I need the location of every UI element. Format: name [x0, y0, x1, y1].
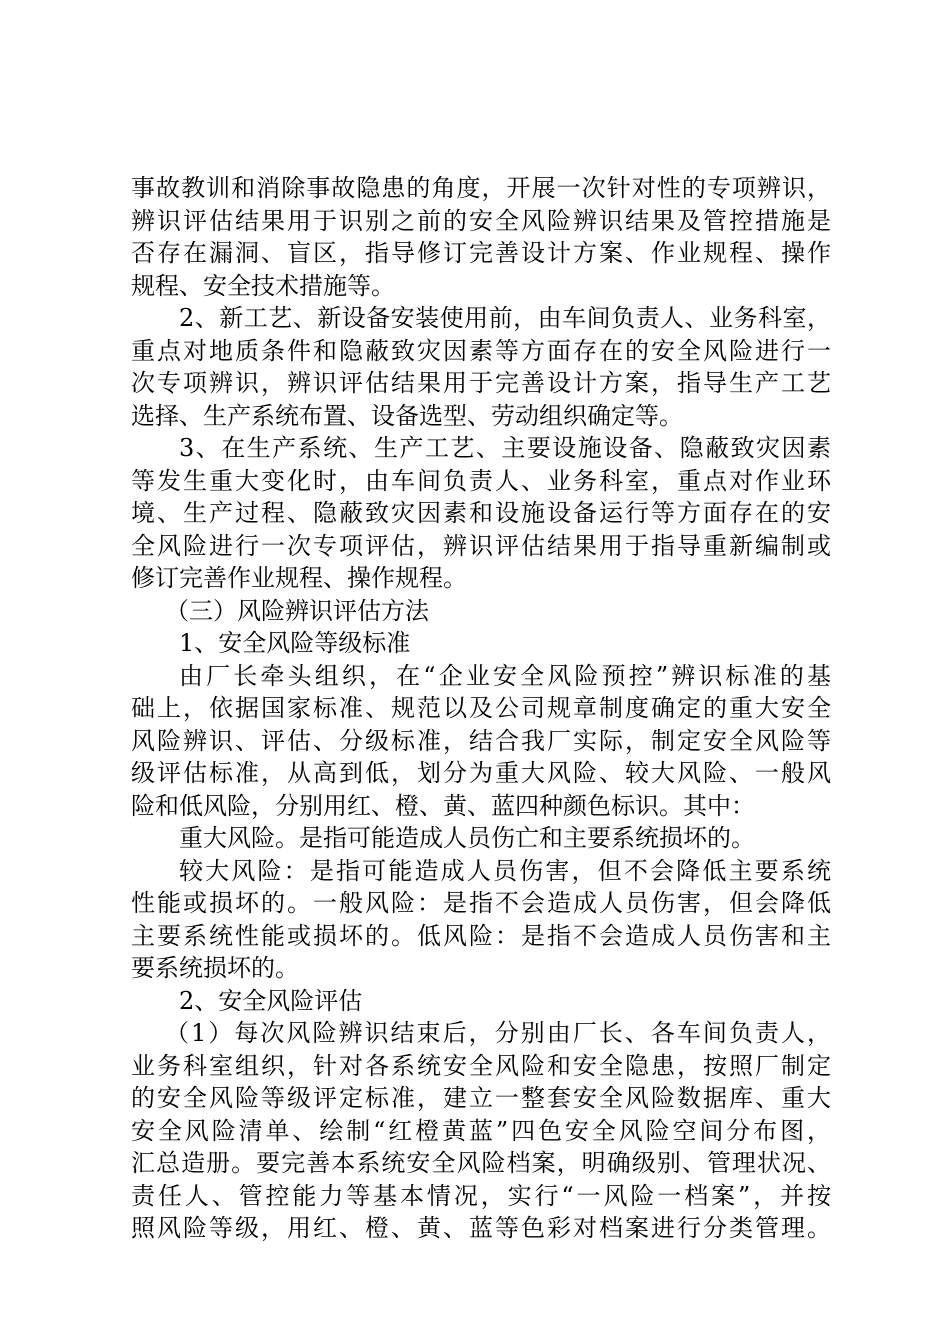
paragraph-line: 要系统损坏的。	[131, 954, 299, 982]
paragraph-line: 否存在漏洞、盲区，指导修订完善设计方案、作业规程、操作	[131, 239, 831, 267]
paragraph-line: 1、安全风险等级标准	[179, 629, 411, 657]
paragraph-line: 事故教训和消除事故隐患的角度，开展一次针对性的专项辨识，	[131, 174, 831, 202]
paragraph-line: （1）每次风险辨识结束后，分别由厂长、各车间负责人，	[165, 1019, 831, 1047]
paragraph-line: 由厂长牵头组织，在“企业安全风险预控”辨识标准的基	[179, 661, 831, 690]
paragraph-line: 主要系统性能或损坏的。低风险：是指不会造成人员伤害和主	[131, 921, 831, 950]
paragraph-line: 2、安全风险评估	[179, 986, 363, 1015]
paragraph-line: 责任人、管控能力等基本情况，实行“一风险一档案”，并按	[131, 1181, 831, 1210]
paragraph-line: 全风险进行一次专项评估，辨识评估结果用于指导重新编制或	[131, 531, 831, 560]
paragraph-line: 照风险等级，用红、橙、黄、蓝等色彩对档案进行分类管理。	[131, 1214, 831, 1242]
paragraph-line: 的安全风险等级评定标准，建立一整套安全风险数据库、重大	[131, 1084, 831, 1112]
paragraph-line: 辨识评估结果用于识别之前的安全风险辨识结果及管控措施是	[131, 206, 831, 235]
paragraph-line: 险和低风险，分别用红、橙、黄、蓝四种颜色标识。其中：	[131, 791, 755, 820]
paragraph-line: 较大风险：是指可能造成人员伤害，但不会降低主要系统	[179, 856, 831, 885]
paragraph-line: 重点对地质条件和隐蔽致灾因素等方面存在的安全风险进行一	[131, 336, 831, 365]
document-body	[131, 172, 831, 1245]
paragraph-line: 汇总造册。要完善本系统安全风险档案，明确级别、管理状况、	[131, 1149, 831, 1177]
paragraph-line: 性能或损坏的。一般风险：是指不会造成人员伤害，但会降低	[131, 889, 831, 917]
paragraph-line: 规程、安全技术措施等。	[131, 271, 395, 300]
paragraph-line: 风险辨识、评估、分级标准，结合我厂实际，制定安全风险等	[131, 726, 831, 755]
paragraph-line: 选择、生产系统布置、设备选型、劳动组织确定等。	[131, 401, 683, 430]
paragraph-line: 修订完善作业规程、操作规程。	[131, 564, 467, 592]
paragraph-line: 安全风险清单、绘制“红橙黄蓝”四色安全风险空间分布图，	[131, 1116, 831, 1145]
paragraph-line: 业务科室组织，针对各系统安全风险和安全隐患，按照厂制定	[131, 1051, 831, 1080]
paragraph-line: （三）风险辨识评估方法	[165, 596, 429, 625]
paragraph-line: 次专项辨识，辨识评估结果用于完善设计方案，指导生产工艺	[131, 369, 831, 397]
paragraph-line: 2、新工艺、新设备安装使用前，由车间负责人、业务科室，	[179, 304, 831, 332]
paragraph-line: 础上，依据国家标准、规范以及公司规章制度确定的重大安全	[131, 694, 831, 722]
paragraph-line: 3、在生产系统、生产工艺、主要设施设备、隐蔽致灾因素	[179, 434, 831, 462]
paragraph-line: 重大风险。是指可能造成人员伤亡和主要系统损坏的。	[179, 824, 755, 852]
paragraph-line: 境、生产过程、隐蔽致灾因素和设施设备运行等方面存在的安	[131, 499, 831, 527]
paragraph-line: 等发生重大变化时，由车间负责人、业务科室，重点对作业环	[131, 466, 831, 495]
paragraph-line: 级评估标准，从高到低，划分为重大风险、较大风险、一般风	[131, 759, 831, 787]
